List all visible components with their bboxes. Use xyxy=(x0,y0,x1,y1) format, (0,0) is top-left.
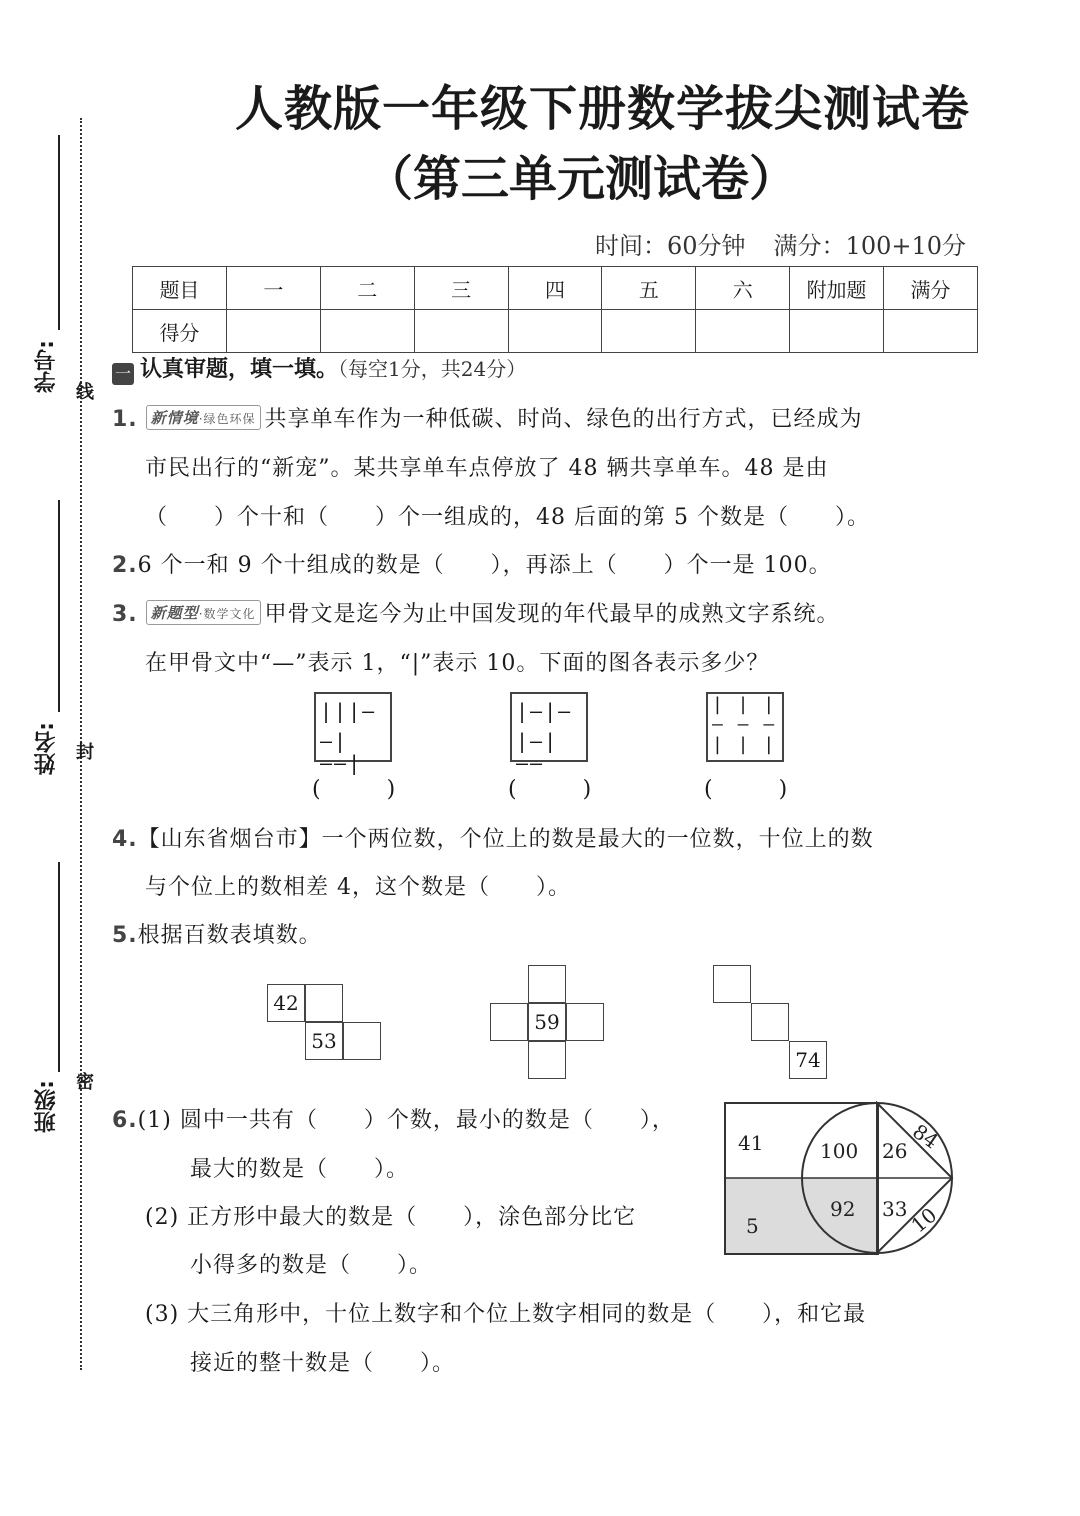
q6-part3-line2: 接近的整十数是（ ）。 xyxy=(190,1351,456,1376)
glyph-row: —|——| xyxy=(320,729,363,775)
grid-cell-blank[interactable] xyxy=(751,1003,789,1041)
q5-line xyxy=(112,918,322,949)
q1-text-1: 共享单车作为一种低碳、时尚、绿色的出行方式，已经成为 xyxy=(264,407,863,432)
score-row-label: 得分 xyxy=(133,310,227,353)
diagram-number: 10 xyxy=(906,1202,942,1238)
q3-answer-blank-3[interactable]: ( ) xyxy=(704,777,788,802)
glyph-row: |||— xyxy=(320,699,377,723)
class-label: 班级: xyxy=(34,1080,59,1133)
time-limit: 时间：60分钟 xyxy=(595,232,746,260)
grid-cell-blank[interactable] xyxy=(566,1003,604,1041)
grid-cell-blank[interactable] xyxy=(713,965,751,1003)
exam-meta xyxy=(595,226,966,261)
q4-line2: 与个位上的数相差 4，这个数是（ ）。 xyxy=(145,875,571,900)
score-entry-cell[interactable] xyxy=(696,310,790,353)
q3-number: 3. xyxy=(112,602,138,627)
page-title: 人教版一年级下册数学拔尖测试卷 xyxy=(235,81,971,137)
diagram-number: 84 xyxy=(908,1119,943,1154)
score-cell-header: 五 xyxy=(602,267,696,310)
q2-text: 6 个一和 9 个十组成的数是（ ），再添上（ ）个一是 100。 xyxy=(137,553,832,578)
oracle-glyph-box-1 xyxy=(314,692,392,775)
score-entry-cell[interactable] xyxy=(320,310,414,353)
glyph-row: | | | xyxy=(712,734,777,755)
q2-number: 2. xyxy=(112,553,138,578)
q1-tag-topic: ·绿色环保 xyxy=(198,412,256,426)
q5-number: 5. xyxy=(112,923,138,948)
seal-mark-mi: 密 xyxy=(73,1072,94,1090)
oracle-glyph-box-2 xyxy=(510,692,588,775)
score-entry-cell[interactable] xyxy=(884,310,978,353)
grid-cell-blank[interactable] xyxy=(528,965,566,1003)
grid-cell: 53 xyxy=(305,1022,343,1060)
seal-mark-feng: 封 xyxy=(73,742,94,760)
q1-number: 1. xyxy=(112,407,138,432)
section-number-badge: 一 xyxy=(112,363,134,385)
name-label: 姓名: xyxy=(34,722,59,775)
section-score-note: （每空1分，共24分） xyxy=(338,357,527,381)
q1-line1 xyxy=(112,402,863,433)
diagram-number: 41 xyxy=(738,1131,764,1155)
section-heading xyxy=(112,352,526,385)
glyph-row: |—|— xyxy=(516,699,573,723)
grid-cell: 42 xyxy=(267,984,305,1022)
q3-text-1: 甲骨文是迄今为止中国发现的年代最早的成熟文字系统。 xyxy=(264,602,840,627)
q6-part1-line2: 最大的数是（ ）。 xyxy=(190,1157,410,1182)
grid-cell-blank[interactable] xyxy=(490,1003,528,1041)
q6-part2-line2: 小得多的数是（ ）。 xyxy=(190,1253,433,1278)
oracle-glyph-box-3 xyxy=(706,692,784,762)
section-title: 认真审题，填一填。 xyxy=(140,357,339,382)
page-subtitle: （第三单元测试卷） xyxy=(365,151,798,207)
q3-line2: 在甲骨文中“—”表示 1，“|”表示 10。下面的图各表示多少？ xyxy=(145,651,770,676)
q4-text-1: 【山东省烟台市】一个两位数，个位上的数是最大的一位数，十位上的数 xyxy=(137,827,874,852)
score-cell-header: 一 xyxy=(226,267,320,310)
q5-text: 根据百数表填数。 xyxy=(137,923,322,948)
q6-part2-line1: (2) 正方形中最大的数是（ ），涂色部分比它 xyxy=(145,1205,637,1230)
score-cell-header: 附加题 xyxy=(790,267,884,310)
diagram-number: 26 xyxy=(882,1139,908,1163)
score-entry-cell[interactable] xyxy=(790,310,884,353)
q1-line2: 市民出行的“新宠”。某共享单车点停放了 48 辆共享单车。48 是由 xyxy=(145,456,829,481)
seal-mark-xian: 线 xyxy=(73,382,94,400)
score-cell-header: 满分 xyxy=(884,267,978,310)
q2-line xyxy=(112,548,832,579)
q1-tag xyxy=(146,405,261,430)
q3-tag xyxy=(146,600,261,625)
q4-number: 4. xyxy=(112,827,138,852)
q3-tag-topic: ·数学文化 xyxy=(198,607,256,621)
score-cell-header: 四 xyxy=(508,267,602,310)
grid-cell-blank[interactable] xyxy=(305,984,343,1022)
grid-cell-blank[interactable] xyxy=(343,1022,381,1060)
student-id-label: 学号: xyxy=(34,340,59,393)
q3-answer-blank-2[interactable]: ( ) xyxy=(508,777,592,802)
q6-part3-line1: (3) 大三角形中，十位上数字和个位上数字相同的数是（ ），和它最 xyxy=(145,1302,867,1327)
diagram-number: 100 xyxy=(820,1139,859,1163)
score-cell-header: 二 xyxy=(320,267,414,310)
score-cell-header: 六 xyxy=(696,267,790,310)
score-table-header-row xyxy=(133,267,978,310)
q6-shape-diagram xyxy=(720,1098,960,1260)
q1-line3: （ ）个十和（ ）个一组成的，48 后面的第 5 个数是（ ）。 xyxy=(145,505,870,530)
score-table-score-row xyxy=(133,310,978,353)
score-cell-header: 三 xyxy=(414,267,508,310)
q3-line1 xyxy=(112,597,840,628)
q1-tag-new: 新情境 xyxy=(150,409,199,427)
q6-number: 6. xyxy=(112,1108,138,1133)
score-entry-cell[interactable] xyxy=(508,310,602,353)
glyph-row: — — — xyxy=(712,714,777,735)
diagram-number: 5 xyxy=(746,1214,759,1238)
glyph-row: |—|—— xyxy=(516,729,559,775)
diagram-number: 92 xyxy=(830,1197,856,1221)
class-line[interactable] xyxy=(58,862,60,1072)
diagram-number: 33 xyxy=(882,1197,908,1221)
q4-line1 xyxy=(112,822,874,853)
q3-answer-blank-1[interactable]: ( ) xyxy=(312,777,396,802)
score-entry-cell[interactable] xyxy=(602,310,696,353)
score-entry-cell[interactable] xyxy=(226,310,320,353)
student-id-line[interactable] xyxy=(58,135,60,330)
q6-part1-line1 xyxy=(112,1103,675,1134)
score-entry-cell[interactable] xyxy=(414,310,508,353)
glyph-row: | | | xyxy=(712,694,777,715)
grid-cell: 59 xyxy=(528,1003,566,1041)
q6-part1-text-1: (1) 圆中一共有（ ）个数，最小的数是（ ）， xyxy=(137,1108,675,1133)
grid-cell: 74 xyxy=(789,1041,827,1079)
score-cell-header: 题目 xyxy=(133,267,227,310)
q3-tag-new: 新题型 xyxy=(150,604,199,622)
full-score: 满分：100+10分 xyxy=(773,232,967,260)
name-line[interactable] xyxy=(58,500,60,712)
grid-cell-blank[interactable] xyxy=(528,1041,566,1079)
score-table xyxy=(132,266,978,353)
